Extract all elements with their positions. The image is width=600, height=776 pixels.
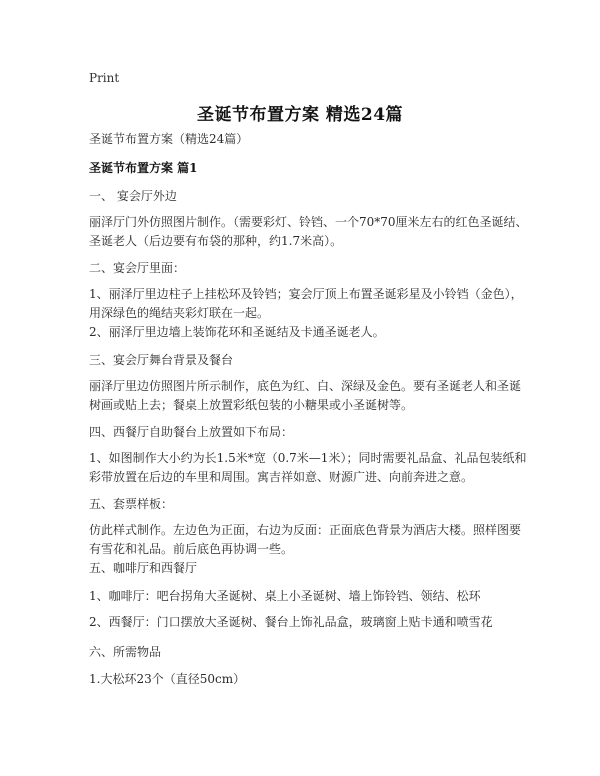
paragraph-14: 2、西餐厅：门口摆放大圣诞树、餐台上饰礼品盒，玻璃窗上贴卡通和喷雪花 bbox=[89, 615, 493, 629]
paragraph-9: 1、如图制作大小约为长1.5米*宽（0.7米—1米）；同时需要礼品盒、礼品包装纸和彩带放置在后边的车里和周围。寓吉祥如意、财源广进、向前奔进之意。 bbox=[89, 451, 527, 484]
document-subtitle: 圣诞节布置方案（精选24篇） bbox=[89, 132, 249, 146]
print-label[interactable]: Print bbox=[89, 71, 120, 85]
paragraph-7: 丽泽厅里边仿照图片所示制作，底色为红、白、深绿及金色。要有圣诞老人和圣诞树画或贴上去；餐桌上放置彩纸包装的小糖果或小圣诞树等。 bbox=[89, 379, 522, 412]
document-title: 圣诞节布置方案 精选24篇 bbox=[196, 105, 404, 125]
paragraph-1: 一、 宴会厅外边 bbox=[89, 189, 177, 203]
paragraph-5: 2、丽泽厅里边墙上装饰花环和圣诞结及卡通圣诞老人。 bbox=[89, 325, 385, 339]
paragraph-3: 二、宴会厅里面： bbox=[89, 261, 186, 275]
paragraph-13: 1、咖啡厅：吧台拐角大圣诞树、桌上小圣诞树、墙上饰铃铛、领结、松环 bbox=[89, 589, 481, 603]
paragraph-2: 丽泽厅门外仿照图片制作。（需要彩灯、铃铛、一个70*70厘米左右的红色圣诞结、圣诞老人（后边要有布袋的那种，约1.7米高）。 bbox=[89, 215, 528, 248]
paragraph-15: 六、所需物品 bbox=[89, 645, 162, 659]
paragraph-16: 1.大松环23个（直径50cm） bbox=[89, 672, 246, 686]
paragraph-10: 五、套票样板： bbox=[89, 497, 174, 511]
paragraph-11: 仿此样式制作。左边色为正面，右边为反面：正面底色背景为酒店大楼。照样图要有雪花和礼品。前后底色再协调一些。 bbox=[89, 523, 522, 556]
section-heading: 圣诞节布置方案 篇1 bbox=[89, 161, 198, 175]
paragraph-4: 1、丽泽厅里边柱子上挂松环及铃铛；宴会厅顶上布置圣诞彩星及小铃铛（金色），用深绿色的绳结夹彩灯联在一起。 bbox=[89, 287, 523, 320]
paragraph-6: 三、宴会厅舞台背景及餐台 bbox=[89, 353, 234, 367]
paragraph-12: 五、咖啡厅和西餐厅 bbox=[89, 561, 198, 575]
paragraph-8: 四、西餐厅自助餐台上放置如下布局： bbox=[89, 425, 294, 439]
